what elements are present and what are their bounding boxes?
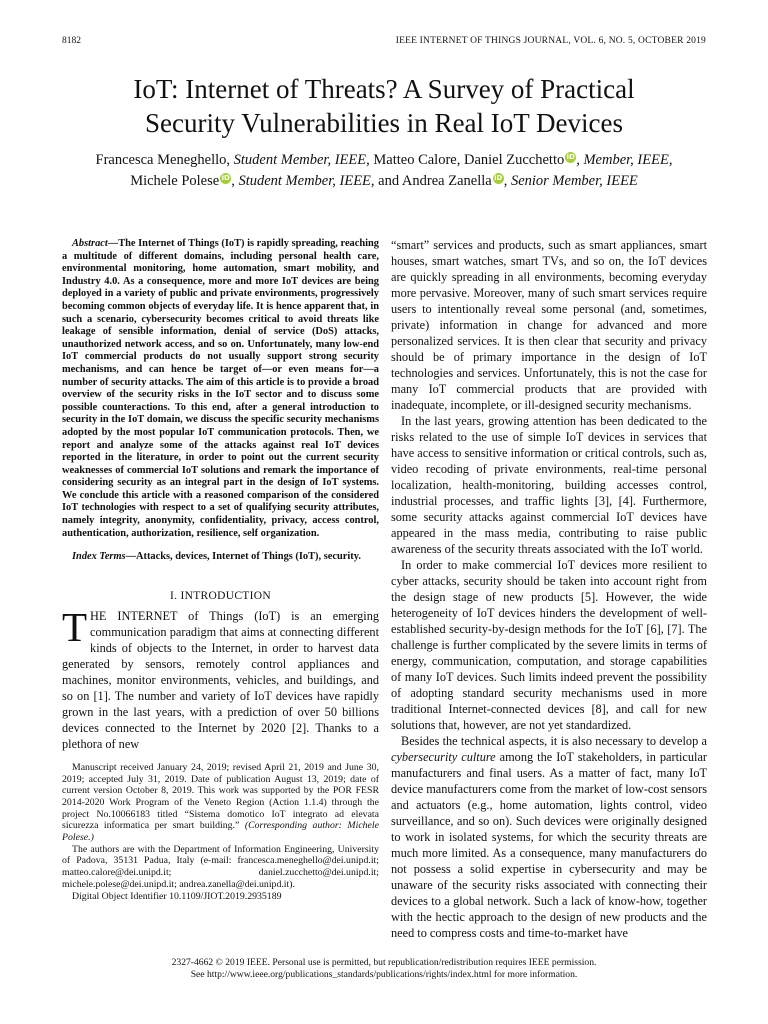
right-column <box>391 237 707 941</box>
copyright-notice <box>60 957 708 981</box>
index-terms <box>62 551 379 564</box>
footnote-received <box>62 762 379 844</box>
left-column <box>62 238 379 902</box>
journal-header: IEEE INTERNET OF THINGS JOURNAL, VOL. 6, NO. 5, OCTOBER 2019 <box>395 36 706 46</box>
p4-emphasis: cybersecurity culture <box>391 750 496 764</box>
body-paragraph-2: In the last years, growing attention has been dedicated to the risks related to the use of simple IoT devices in services that have access to sensitive information or critical controls, such as, video recoding of private environments, real-time personal localization, health-monitoring, building accesses control, industrial processes, and traffic lights [3], [4]. Furthermore, some security attacks against commercial IoT devices have appeared in the mass media, contributing to raise public awareness of the security threats associated with the IoT world. <box>391 414 707 556</box>
index-terms-lead: Index Terms <box>72 551 126 563</box>
drop-cap: T <box>62 603 88 650</box>
orcid-icon[interactable]: iD <box>494 174 503 182</box>
corresponding-author: (Corresponding author: Michele Polese.) <box>62 820 379 844</box>
footnote-affiliation: The authors are with the Department of Information Engineering, University of Padova, 35131 Padua, Italy (e-mail: francesca.meneghello@dei.unipd.it; matteo.calore@dei.unipd.it; daniel.zucchetto@dei.unipd.it; michele.polese@dei.unipd.it; andrea.zanella@dei.unipd.it). <box>62 843 379 890</box>
title-line-1: IoT: Internet of Threats? A Survey of Practical <box>133 74 635 104</box>
author-2-role: Member, IEEE, <box>583 152 673 168</box>
orcid-icon[interactable]: iD <box>566 153 575 161</box>
p4-post: among the IoT stakeholders, in particular manufacturers and final users. As a matter of fact, many IoT device manufacturers come from the market of low-cost sensors and actuators (e.g., home automation, lights control, video surveillance, and so on). Such devices were originally designed to work in isolated systems, for which the security threats are much more limited. As a consequence, many manufacturers do not possess a solid expertise in cybersecurity and may be unaware of the security risks associated with connecting their devices to a global network. Such a lack of know-how, together with the hectic approach to the design of new products and the need to compress costs and time-to-market have <box>391 750 708 940</box>
author-1-name: Francesca Meneghello, <box>95 152 234 168</box>
body-paragraph-3: In order to make commercial IoT devices more resilient to cyber attacks, security should be taken into account right from the design stage of new products [5]. However, the wide heterogeneity of IoT devices hinders the development of well-established security-by-design methods for the IoT [6], [7]. The challenge is further complicated by the severe limits in terms of energy, communication, computation, and storage capabilities of many IoT devices. Such limits indeed prevent the possibility of adopting standard security mechanisms used in more traditional Internet-connected devices [8], and call for new solutions that, however, are not yet standardized. <box>391 558 707 732</box>
author-4-name: , and Andrea Zanella <box>370 173 492 189</box>
body-paragraph-1: “smart” services and products, such as smart appliances, smart houses, smart watches, smart TVs, and so on, the IoT devices are quickly spreading in all environments, becoming everyday more pervasive. Moreover, many of such smart services require users to intentionally reveal some personal (and, sometimes, private) information in change for advanced and more personalized services. It is then clear that security and privacy should be of primary importance in the design of IoT technologies and services. Unfortunately, this is not the case for many IoT commercial products that are provided with inadequate, incomplete, or ill-designed security mechanisms. <box>391 238 707 412</box>
intro-text: HE INTERNET of Things (IoT) is an emerging communication paradigm that aims at connecting different kinds of objects to the Internet, in order to harvest data generated by sensors, remotely control appliances and machines, monitor environments, vehicles, and buildings, and so on [1]. The number and variety of IoT devices have rapidly grown in the last years, with a prediction of over 50 billions devices connected to the Internet by 2020 [2]. Thanks to a plethora of new <box>62 608 379 751</box>
intro-paragraph <box>62 603 379 752</box>
copyright-line-1: 2327-4662 © 2019 IEEE. Personal use is permitted, but republication/redistribution requires IEEE permission. <box>171 957 597 968</box>
p4-pre: Besides the technical aspects, it is also necessary to develop a <box>401 734 707 748</box>
footnote-received-text: Manuscript received January 24, 2019; revised April 21, 2019 and June 30, 2019; accepted July 31, 2019. Date of publication August 13, 2019; date of current version October 8, 2019. This work was supported by the POR FESR 2014-2020 Work Program of the Veneto Region (Action 1.1.4) through the project No.10066183 titled “Sistema domotico IoT integrato ad elevata sicurezza informatica per smart building.” <box>62 761 379 832</box>
author-3-name: Michele Polese <box>130 173 220 189</box>
abstract-lead: Abstract <box>72 238 108 249</box>
index-terms-text: —Attacks, devices, Internet of Things (IoT), security. <box>125 551 361 563</box>
author-1-role: Student Member, IEEE <box>233 152 367 168</box>
author-4-role: Senior Member, IEEE <box>510 173 638 189</box>
abstract <box>62 238 379 540</box>
author-list: Francesca Meneghello, Student Member, IEEE, Matteo Calore, Daniel Zucchetto iD, Member, IEEE, Michele Polese iD, Student Member, IEEE, and Andrea Zanella iD, Senior Member, IEEE <box>95 152 673 189</box>
body-paragraph-4 <box>391 733 707 941</box>
copyright-line-2: See http://www.ieee.org/publications_standards/publications/rights/index.html for more information. <box>190 969 578 980</box>
author-3-role: Student Member, IEEE <box>238 173 371 189</box>
paper-title <box>40 72 728 140</box>
orcid-icon[interactable]: iD <box>221 174 230 182</box>
section-heading-introduction: I. INTRODUCTION <box>170 589 271 602</box>
page-number: 8182 <box>62 36 81 46</box>
footnote-doi: Digital Object Identifier 10.1109/JIOT.2019.2935189 <box>72 890 282 902</box>
title-line-2: Security Vulnerabilities in Real IoT Devices <box>144 108 623 138</box>
author-2-name: , Matteo Calore, Daniel Zucchetto <box>366 152 565 168</box>
abstract-text: —The Internet of Things (IoT) is rapidly spreading, reaching a multitude of different domains, including personal health care, environmental monitoring, home automation, smart mobility, and Industry 4.0. As a consequence, more and more IoT devices are being deployed in a variety of public and private environments, progressively becoming common objects of everyday life. It is hence apparent that, in such a scenario, cybersecurity becomes critical to avoid threats like leakage of sensible information, denial of service (DoS) attacks, unauthorized network access, and so on. Unfortunately, many low-end IoT commercial products do not usually support strong security mechanisms, and can hence be target of—or even means for—a number of security attacks. The aim of this article is to provide a broad overview of the security risks in the IoT sector and to discuss some possible counteractions. To this end, after a general introduction to security in the IoT domain, we discuss the specific security mechanisms adopted by the most popular IoT communication protocols. Then, we report and analyze some of the attacks against real IoT devices reported in the literature, in order to point out the current security weaknesses of commercial IoT solutions and remark the importance of considering security as an integral part in the design of IoT systems. We conclude this article with a reasoned comparison of the considered IoT technologies with respect to a set of qualifying security attributes, namely integrity, anonymity, confidentiality, privacy, access control, authentication, authorization, resilience, self organization. <box>62 238 379 539</box>
